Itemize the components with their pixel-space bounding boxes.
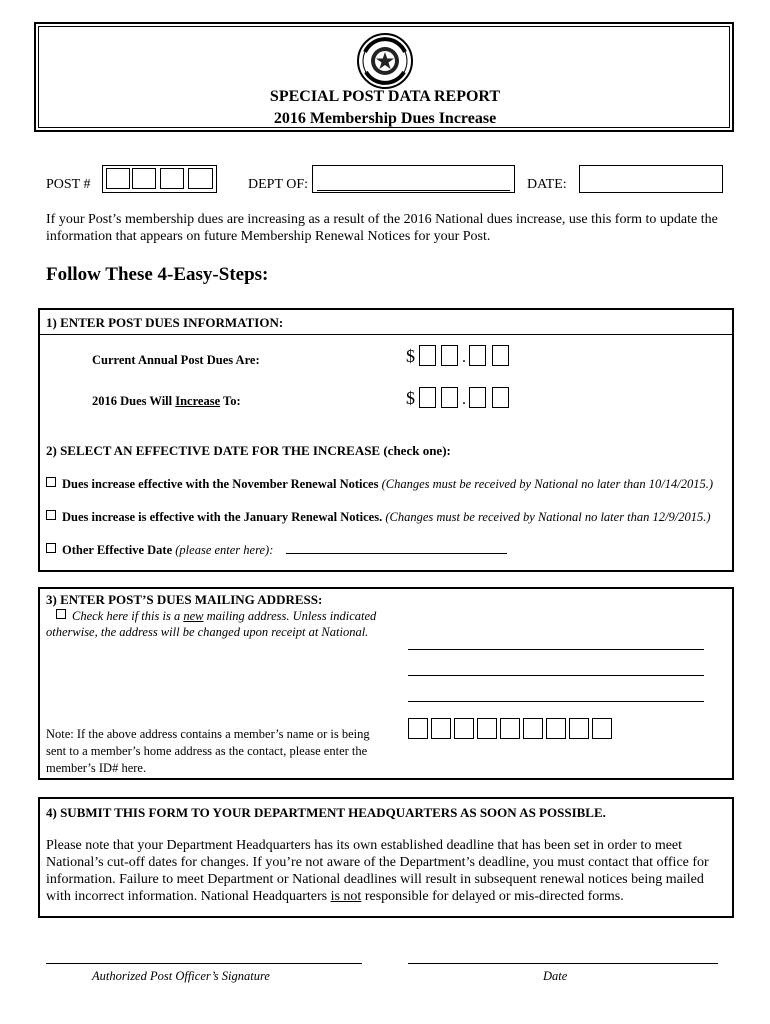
signature-date-line[interactable] bbox=[408, 963, 718, 964]
date-label: DATE: bbox=[527, 177, 567, 192]
section-2-heading: 2) SELECT AN EFFECTIVE DATE FOR THE INCREASE (check one): bbox=[46, 443, 451, 458]
new-address-checkbox-label[interactable]: Check here if this is a new mailing address. Unless indicated bbox=[46, 609, 376, 624]
section-1-divider bbox=[38, 334, 734, 335]
option-november[interactable]: Dues increase effective with the November Renewal Notices (Changes must be received by National no later than 10/14/2015.) bbox=[46, 477, 713, 492]
current-dues-dollar: $ bbox=[406, 346, 415, 366]
new-address-note: otherwise, the address will be changed upon receipt at National. bbox=[46, 625, 369, 639]
address-line-3[interactable] bbox=[408, 701, 704, 702]
option-november-checkbox[interactable] bbox=[46, 477, 56, 487]
option-other-checkbox[interactable] bbox=[46, 543, 56, 553]
american-legion-emblem-icon bbox=[356, 32, 414, 90]
post-number-label: POST # bbox=[46, 177, 91, 192]
dept-label: DEPT OF: bbox=[248, 177, 309, 192]
date-field[interactable] bbox=[579, 165, 723, 193]
page-title: SPECIAL POST DATA REPORT bbox=[269, 88, 501, 105]
address-line-1[interactable] bbox=[408, 649, 704, 650]
increase-dues-label: 2016 Dues Will Increase To: bbox=[92, 394, 241, 408]
steps-heading: Follow These 4-Easy-Steps: bbox=[46, 264, 269, 285]
increase-dues-dollar: $ bbox=[406, 388, 415, 408]
option-january-checkbox[interactable] bbox=[46, 510, 56, 520]
member-id-note: Note: If the above address contains a member’s name or is being sent to a member’s home address as the contact, please enter the member’s ID# here. bbox=[46, 727, 370, 775]
other-date-input-line[interactable] bbox=[286, 553, 507, 554]
option-other[interactable]: Other Effective Date (please enter here): bbox=[46, 543, 273, 558]
page-subtitle: 2016 Membership Dues Increase bbox=[273, 110, 497, 127]
officer-signature-line[interactable] bbox=[46, 963, 362, 964]
section-1-heading: 1) ENTER POST DUES INFORMATION: bbox=[46, 315, 284, 330]
section-3-heading: 3) ENTER POST’S DUES MAILING ADDRESS: bbox=[46, 592, 323, 607]
current-dues-label: Current Annual Post Dues Are: bbox=[92, 353, 260, 367]
new-address-checkbox[interactable] bbox=[56, 609, 66, 619]
officer-signature-label: Authorized Post Officer’s Signature bbox=[92, 969, 270, 983]
address-line-2[interactable] bbox=[408, 675, 704, 676]
section-1-2-box bbox=[38, 308, 734, 572]
intro-paragraph: If your Post’s membership dues are increasing as a result of the 2016 National dues increase, use this form to update the information that appears on future Membership Renewal Notices for your Post. bbox=[46, 212, 718, 244]
dept-field[interactable] bbox=[312, 165, 515, 193]
signature-date-label: Date bbox=[543, 969, 568, 983]
option-january[interactable]: Dues increase is effective with the January Renewal Notices. (Changes must be received by National no later than 12/9/2015.) bbox=[46, 510, 711, 525]
section-4-heading: 4) SUBMIT THIS FORM TO YOUR DEPARTMENT HEADQUARTERS AS SOON AS POSSIBLE. bbox=[46, 805, 606, 820]
section-4-paragraph: Please note that your Department Headquarters has its own established deadline that has been set in order to meet National’s cut-off dates for changes. If you’re not aware of the Department’s deadline, you must contact that office for information. Failure to meet Department or National deadlines will result in subsequent renewal notices being mailed with incorrect information. National Headquarters is not responsible for delayed or mis-directed forms. bbox=[46, 838, 709, 904]
